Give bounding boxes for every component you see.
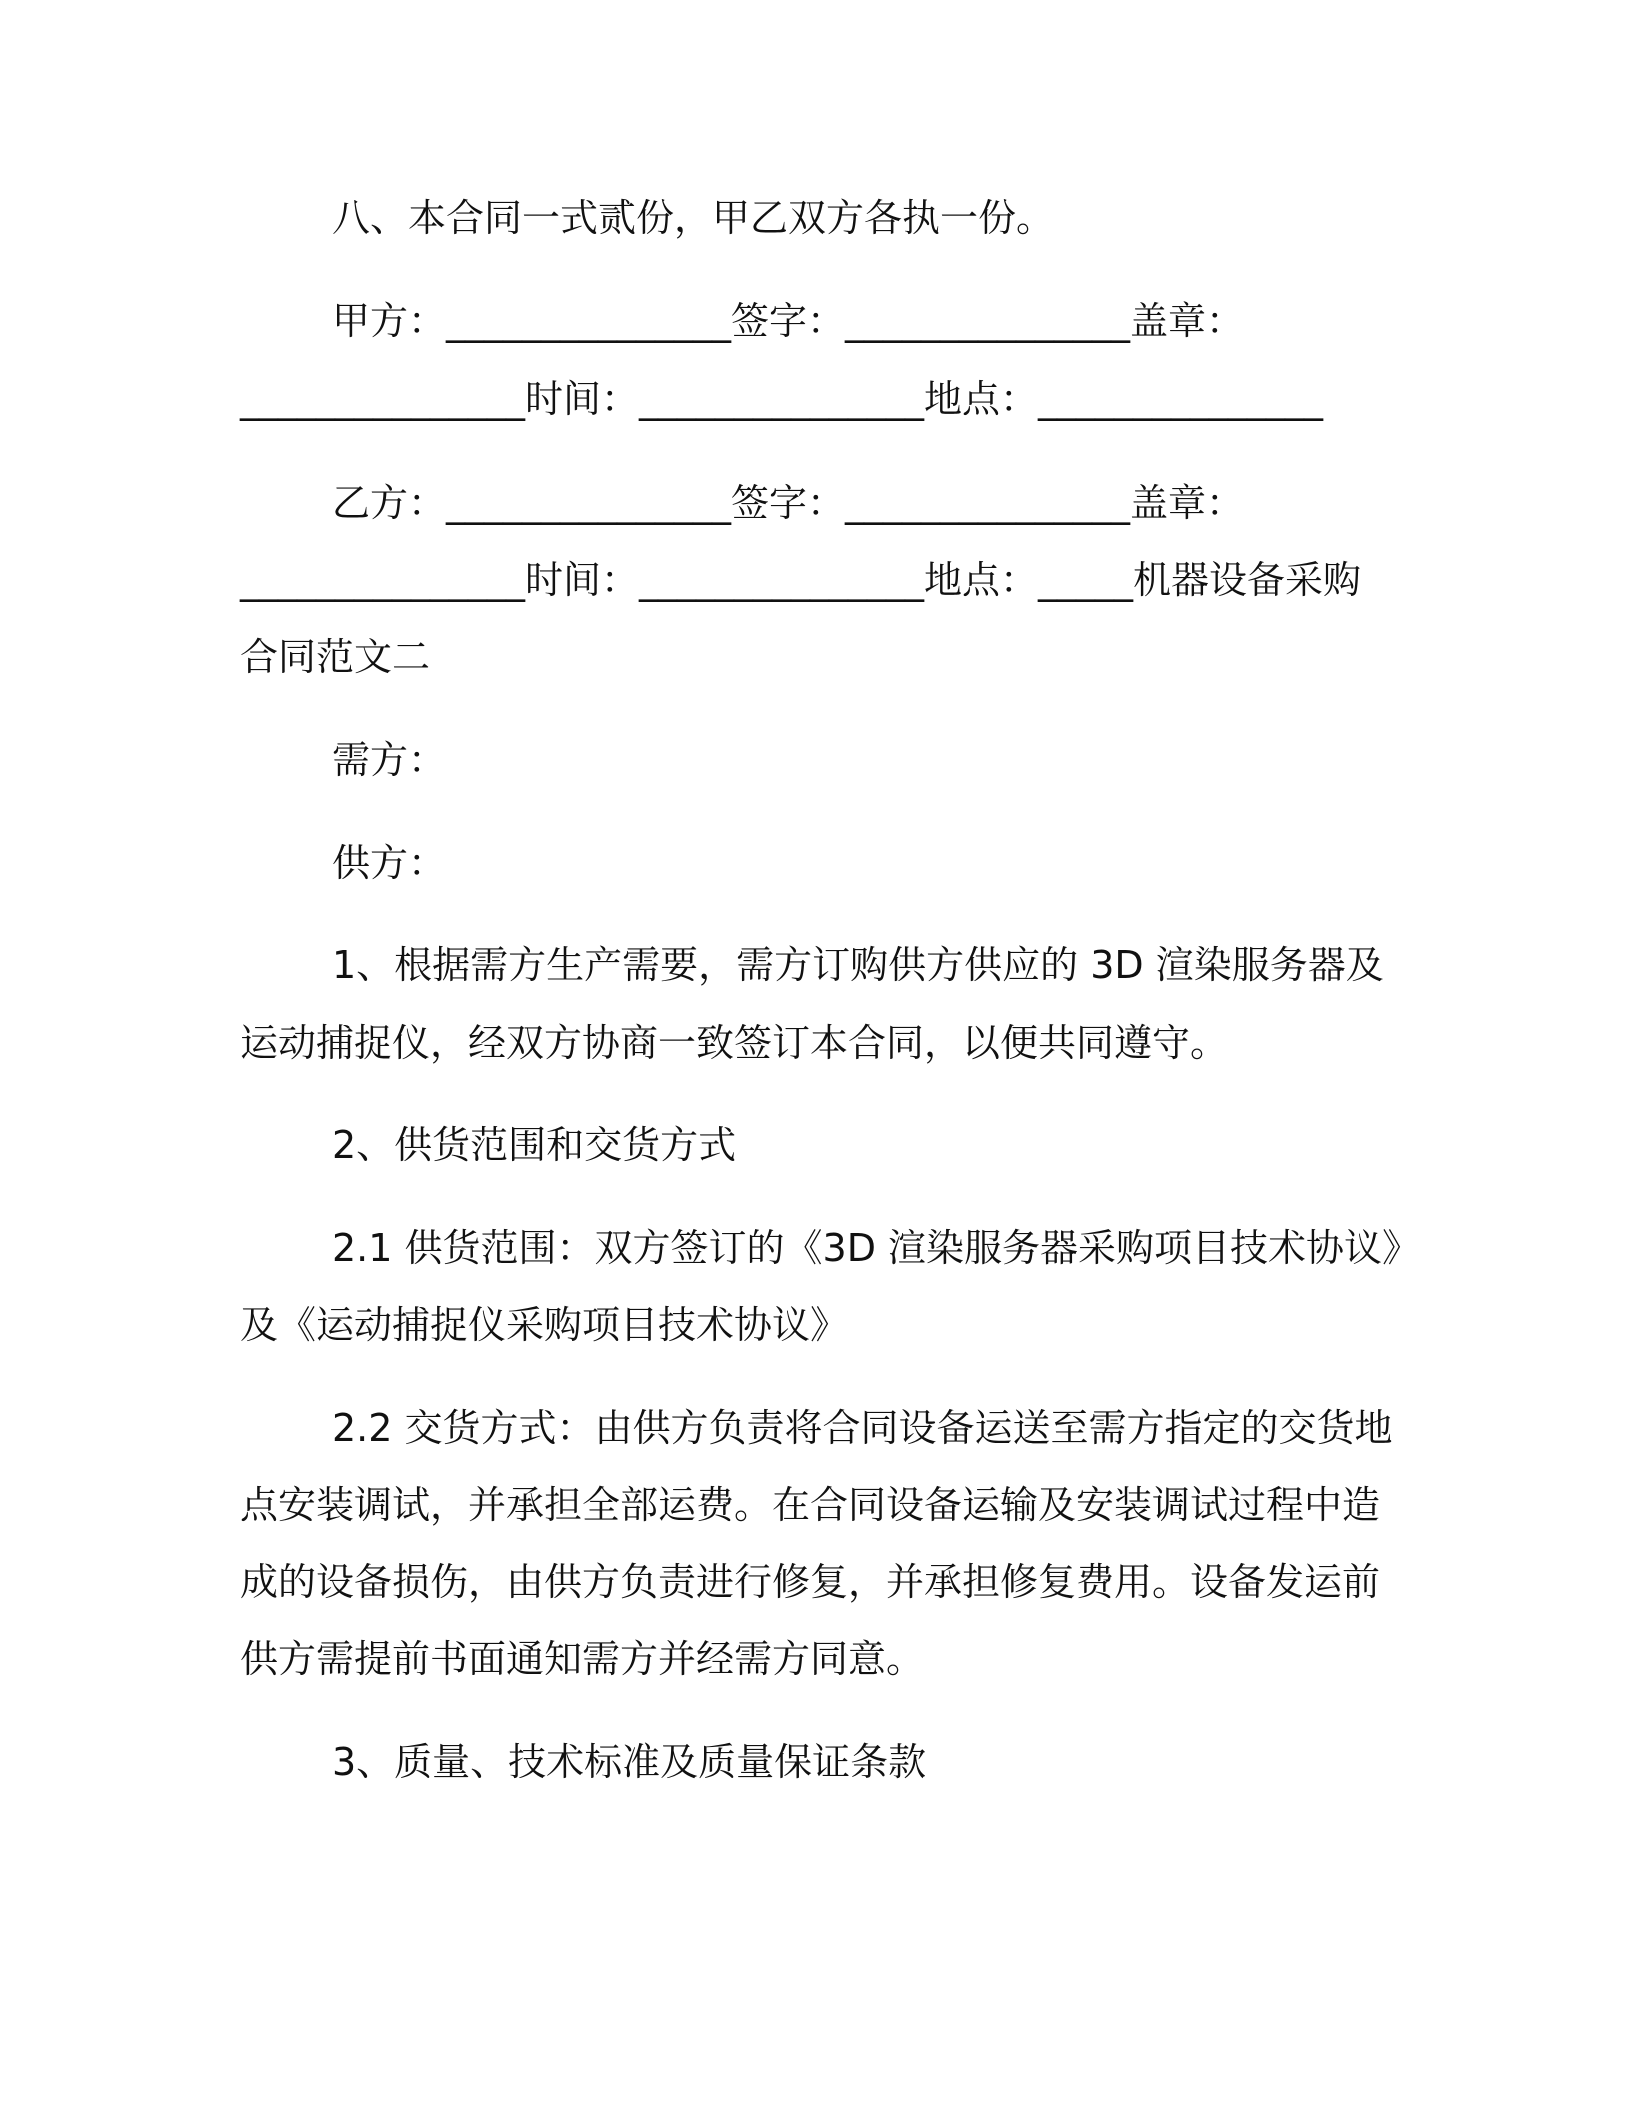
party-b-signature-line: 乙方：_______________签字：_______________盖章： [332,481,1245,525]
clause-2-1-line-1: 2.1 供货范围：双方签订的《3D 渲染服务器采购项目技术协议》 [332,1226,1421,1270]
clause-3-heading: 3、质量、技术标准及质量保证条款 [332,1740,927,1784]
party-b-time-place-line: _______________时间：_______________地点：_____机器设备采购 [240,558,1362,602]
clause-2-2-line-3: 成的设备损伤，由供方负责进行修复，并承担修复费用。设备发运前 [240,1560,1381,1604]
clause-1-line-1: 1、根据需方生产需要，需方订购供方供应的 3D 渲染服务器及 [332,943,1384,987]
party-a-signature-line: 甲方：_______________签字：_______________盖章： [332,299,1245,343]
party-a-time-place-line: _______________时间：_______________地点：_______________ [240,377,1324,421]
contract-title-continued: 合同范文二 [240,635,431,679]
buyer-label: 需方： [332,738,447,782]
clause-2-1-line-2: 及《运动捕捉仪采购项目技术协议》 [240,1303,849,1347]
clause-2-heading: 2、供货范围和交货方式 [332,1123,737,1167]
clause-1-line-2: 运动捕捉仪，经双方协商一致签订本合同，以便共同遵守。 [240,1021,1229,1065]
clause-2-2-line-2: 点安装调试，并承担全部运费。在合同设备运输及安装调试过程中造 [240,1483,1381,1527]
clause-2-2-line-4: 供方需提前书面通知需方并经需方同意。 [240,1637,925,1681]
supplier-label: 供方： [332,841,447,885]
clause-8-text: 八、本合同一式贰份，甲乙双方各执一份。 [332,196,1055,240]
clause-2-2-line-1: 2.2 交货方式：由供方负责将合同设备运送至需方指定的交货地 [332,1406,1393,1450]
